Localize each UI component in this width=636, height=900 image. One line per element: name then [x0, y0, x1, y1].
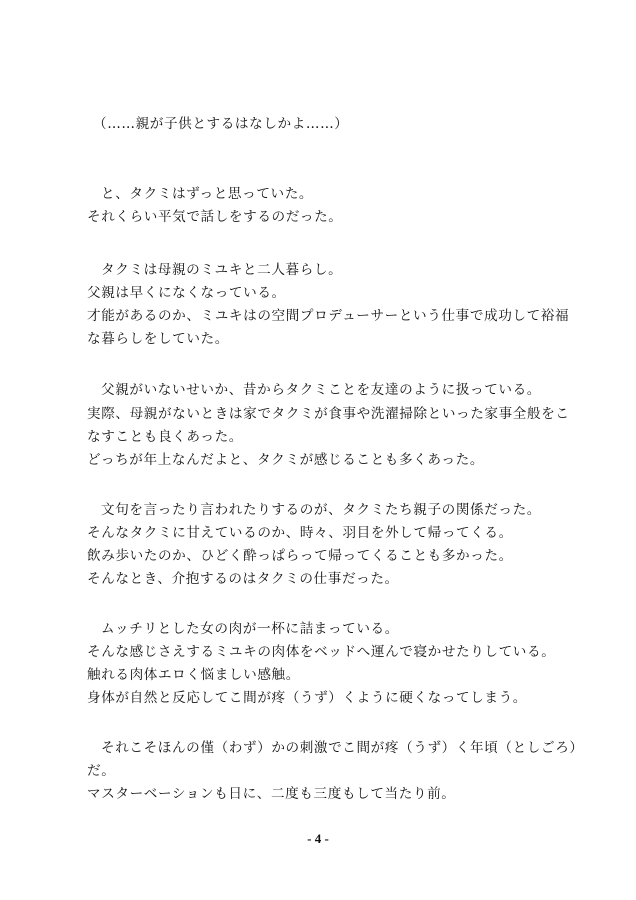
text-line: そんな感じさえするミユキの肉体をベッドへ運んで寝かせたりしている。 [87, 644, 556, 660]
text-line: 飲み歩いたのか、ひどく酔っぱらって帰ってくることも多かった。 [87, 548, 513, 564]
text-line: それこそほんの僅（わず）かの刺激でこ間が疼（うず）く年頃（としごろ） [101, 740, 584, 756]
text-line: ムッチリとした女の肉が一杯に詰まっている。 [101, 621, 399, 637]
text-line: 父親は早くになくなっている。 [87, 285, 286, 301]
text-line: タクミは母親のミユキと二人暮らし。 [101, 262, 343, 278]
text-line: そんなとき、介抱するのはタクミの仕事だった。 [87, 571, 399, 587]
text-line: 文句を言ったり言われたりするのが、タクミたち親子の関係だった。 [101, 502, 542, 518]
text-line: な暮らしをしていた。 [87, 331, 229, 347]
text-line: どっちが年上なんだよと、タクミが感じることも多くあった。 [87, 452, 485, 468]
text-line: なすことも良くあった。 [87, 429, 243, 445]
text-line: と、タクミはずっと思っていた。 [101, 186, 314, 202]
text-line: 触れる肉体エロく悩ましい感触。 [87, 667, 300, 683]
text-line: 実際、母親がないときは家でタクミが食事や洗濯掃除といった家事全般をこ [87, 406, 570, 422]
text-line: 才能があるのか、ミユキはの空間プロデューサーという仕事で成功して裕福 [87, 308, 570, 324]
text-line: マスターベーションも日に、二度も三度もして当たり前。 [87, 786, 456, 802]
text-line: 父親がいないせいか、昔からタクミことを友達のように扱っている。 [101, 382, 542, 398]
text-line: そんなタクミに甘えているのか、時々、羽目を外して帰ってくる。 [87, 525, 513, 541]
text-line: （……親が子供とするはなしかよ……） [93, 116, 349, 132]
text-line: だ。 [87, 763, 116, 779]
page-number: - 4 - [307, 831, 329, 846]
text-line: それくらい平気で話しをするのだった。 [87, 209, 343, 225]
text-line: 身体が自然と反応してこ間が疼（うず）くように硬くなってしまう。 [87, 690, 528, 706]
